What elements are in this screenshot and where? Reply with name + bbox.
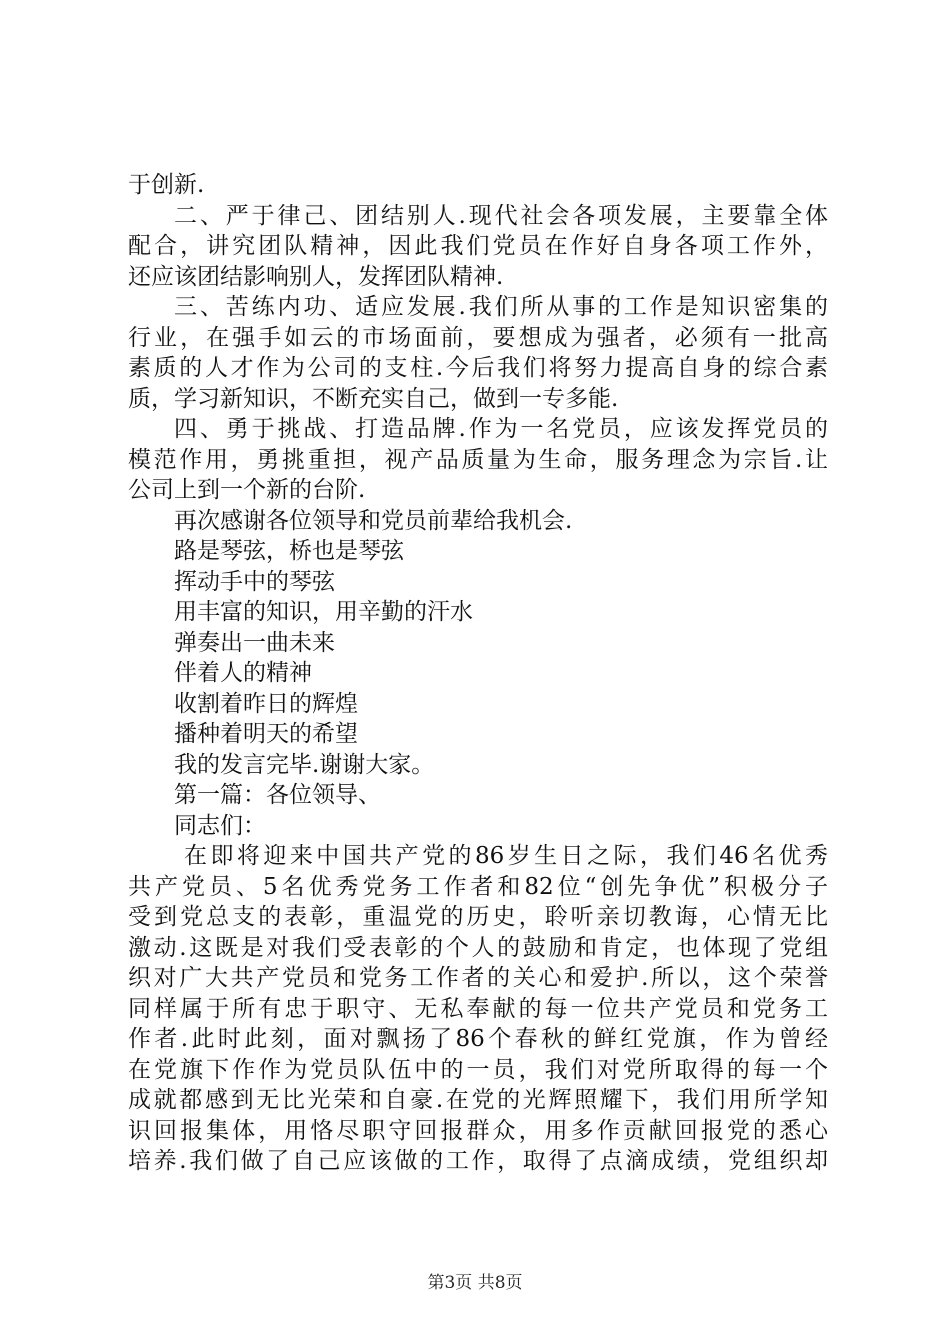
text-line: 质，学习新知识，不断充实自己，做到一专多能. bbox=[128, 385, 619, 412]
salutation: 同志们： bbox=[174, 812, 266, 839]
page-footer: 第3页 共8页 bbox=[427, 1273, 523, 1293]
text-line: 共产党员、5名优秀党务工作者和82位“创先争优”积极分子 bbox=[128, 873, 828, 900]
text-line: 在即将迎来中国共产党的86岁生日之际，我们46名优秀 bbox=[184, 843, 828, 869]
text-line: 三、苦练内功、适应发展.我们所从事的工作是知识密集的 bbox=[174, 294, 828, 320]
text-line: 识回报集体，用恪尽职守回报群众，用多作贡献回报党的悉心 bbox=[128, 1117, 828, 1144]
text-line: 于创新. bbox=[128, 172, 205, 198]
poem-line: 播种着明天的希望 bbox=[174, 721, 358, 747]
text-line: 素质的人才作为公司的支柱.今后我们将努力提高自身的综合素 bbox=[128, 355, 828, 381]
poem-line: 收割着昨日的辉煌 bbox=[174, 690, 358, 717]
text-line: 成就都感到无比光荣和自豪.在党的光辉照耀下，我们用所学知 bbox=[128, 1087, 828, 1113]
text-line: 我的发言完毕.谢谢大家。 bbox=[174, 751, 435, 778]
poem-line: 挥动手中的琴弦 bbox=[174, 568, 335, 595]
text-line: 模范作用，勇挑重担，视产品质量为生命，服务理念为宗旨.让 bbox=[128, 446, 828, 473]
text-line: 行业，在强手如云的市场面前，要想成为强者，必须有一批高 bbox=[128, 324, 828, 351]
text-line: 培养.我们做了自己应该做的工作，取得了点滴成绩，党组织却 bbox=[128, 1148, 828, 1174]
text-line: 激动.这既是对我们受表彰的个人的鼓励和肯定，也体现了党组 bbox=[128, 934, 828, 961]
document-body bbox=[128, 170, 828, 1177]
text-line: 配合，讲究团队精神，因此我们党员在作好自身各项工作外， bbox=[128, 233, 828, 259]
text-line: 织对广大共产党员和党务工作者的关心和爱护.所以，这个荣誉 bbox=[128, 965, 828, 991]
text-line: 再次感谢各位领导和党员前辈给我机会. bbox=[174, 507, 573, 534]
text-line: 在党旗下作作为党员队伍中的一员，我们对党所取得的每一个 bbox=[128, 1056, 828, 1083]
text-line: 作者.此时此刻，面对飘扬了86个春秋的鲜红党旗，作为曾经 bbox=[128, 1026, 828, 1052]
text-line: 还应该团结影响别人，发挥团队精神. bbox=[128, 263, 504, 290]
text-line: 受到党总支的表彰，重温党的历史，聆听亲切教诲，心情无比 bbox=[128, 904, 828, 930]
poem-line: 路是琴弦，桥也是琴弦 bbox=[174, 538, 404, 564]
poem-line: 弹奏出一曲未来 bbox=[174, 629, 335, 656]
section-heading: 第一篇：各位领导、 bbox=[174, 782, 381, 808]
text-line: 公司上到一个新的台阶. bbox=[128, 477, 366, 503]
text-line: 二、严于律己、团结别人.现代社会各项发展，主要靠全体 bbox=[174, 202, 828, 229]
text-line: 同样属于所有忠于职守、无私奉献的每一位共产党员和党务工 bbox=[128, 995, 828, 1022]
poem-line: 伴着人的精神 bbox=[174, 660, 312, 686]
text-line: 四、勇于挑战、打造品牌.作为一名党员，应该发挥党员的 bbox=[174, 416, 828, 442]
poem-line: 用丰富的知识，用辛勤的汗水 bbox=[174, 599, 473, 625]
